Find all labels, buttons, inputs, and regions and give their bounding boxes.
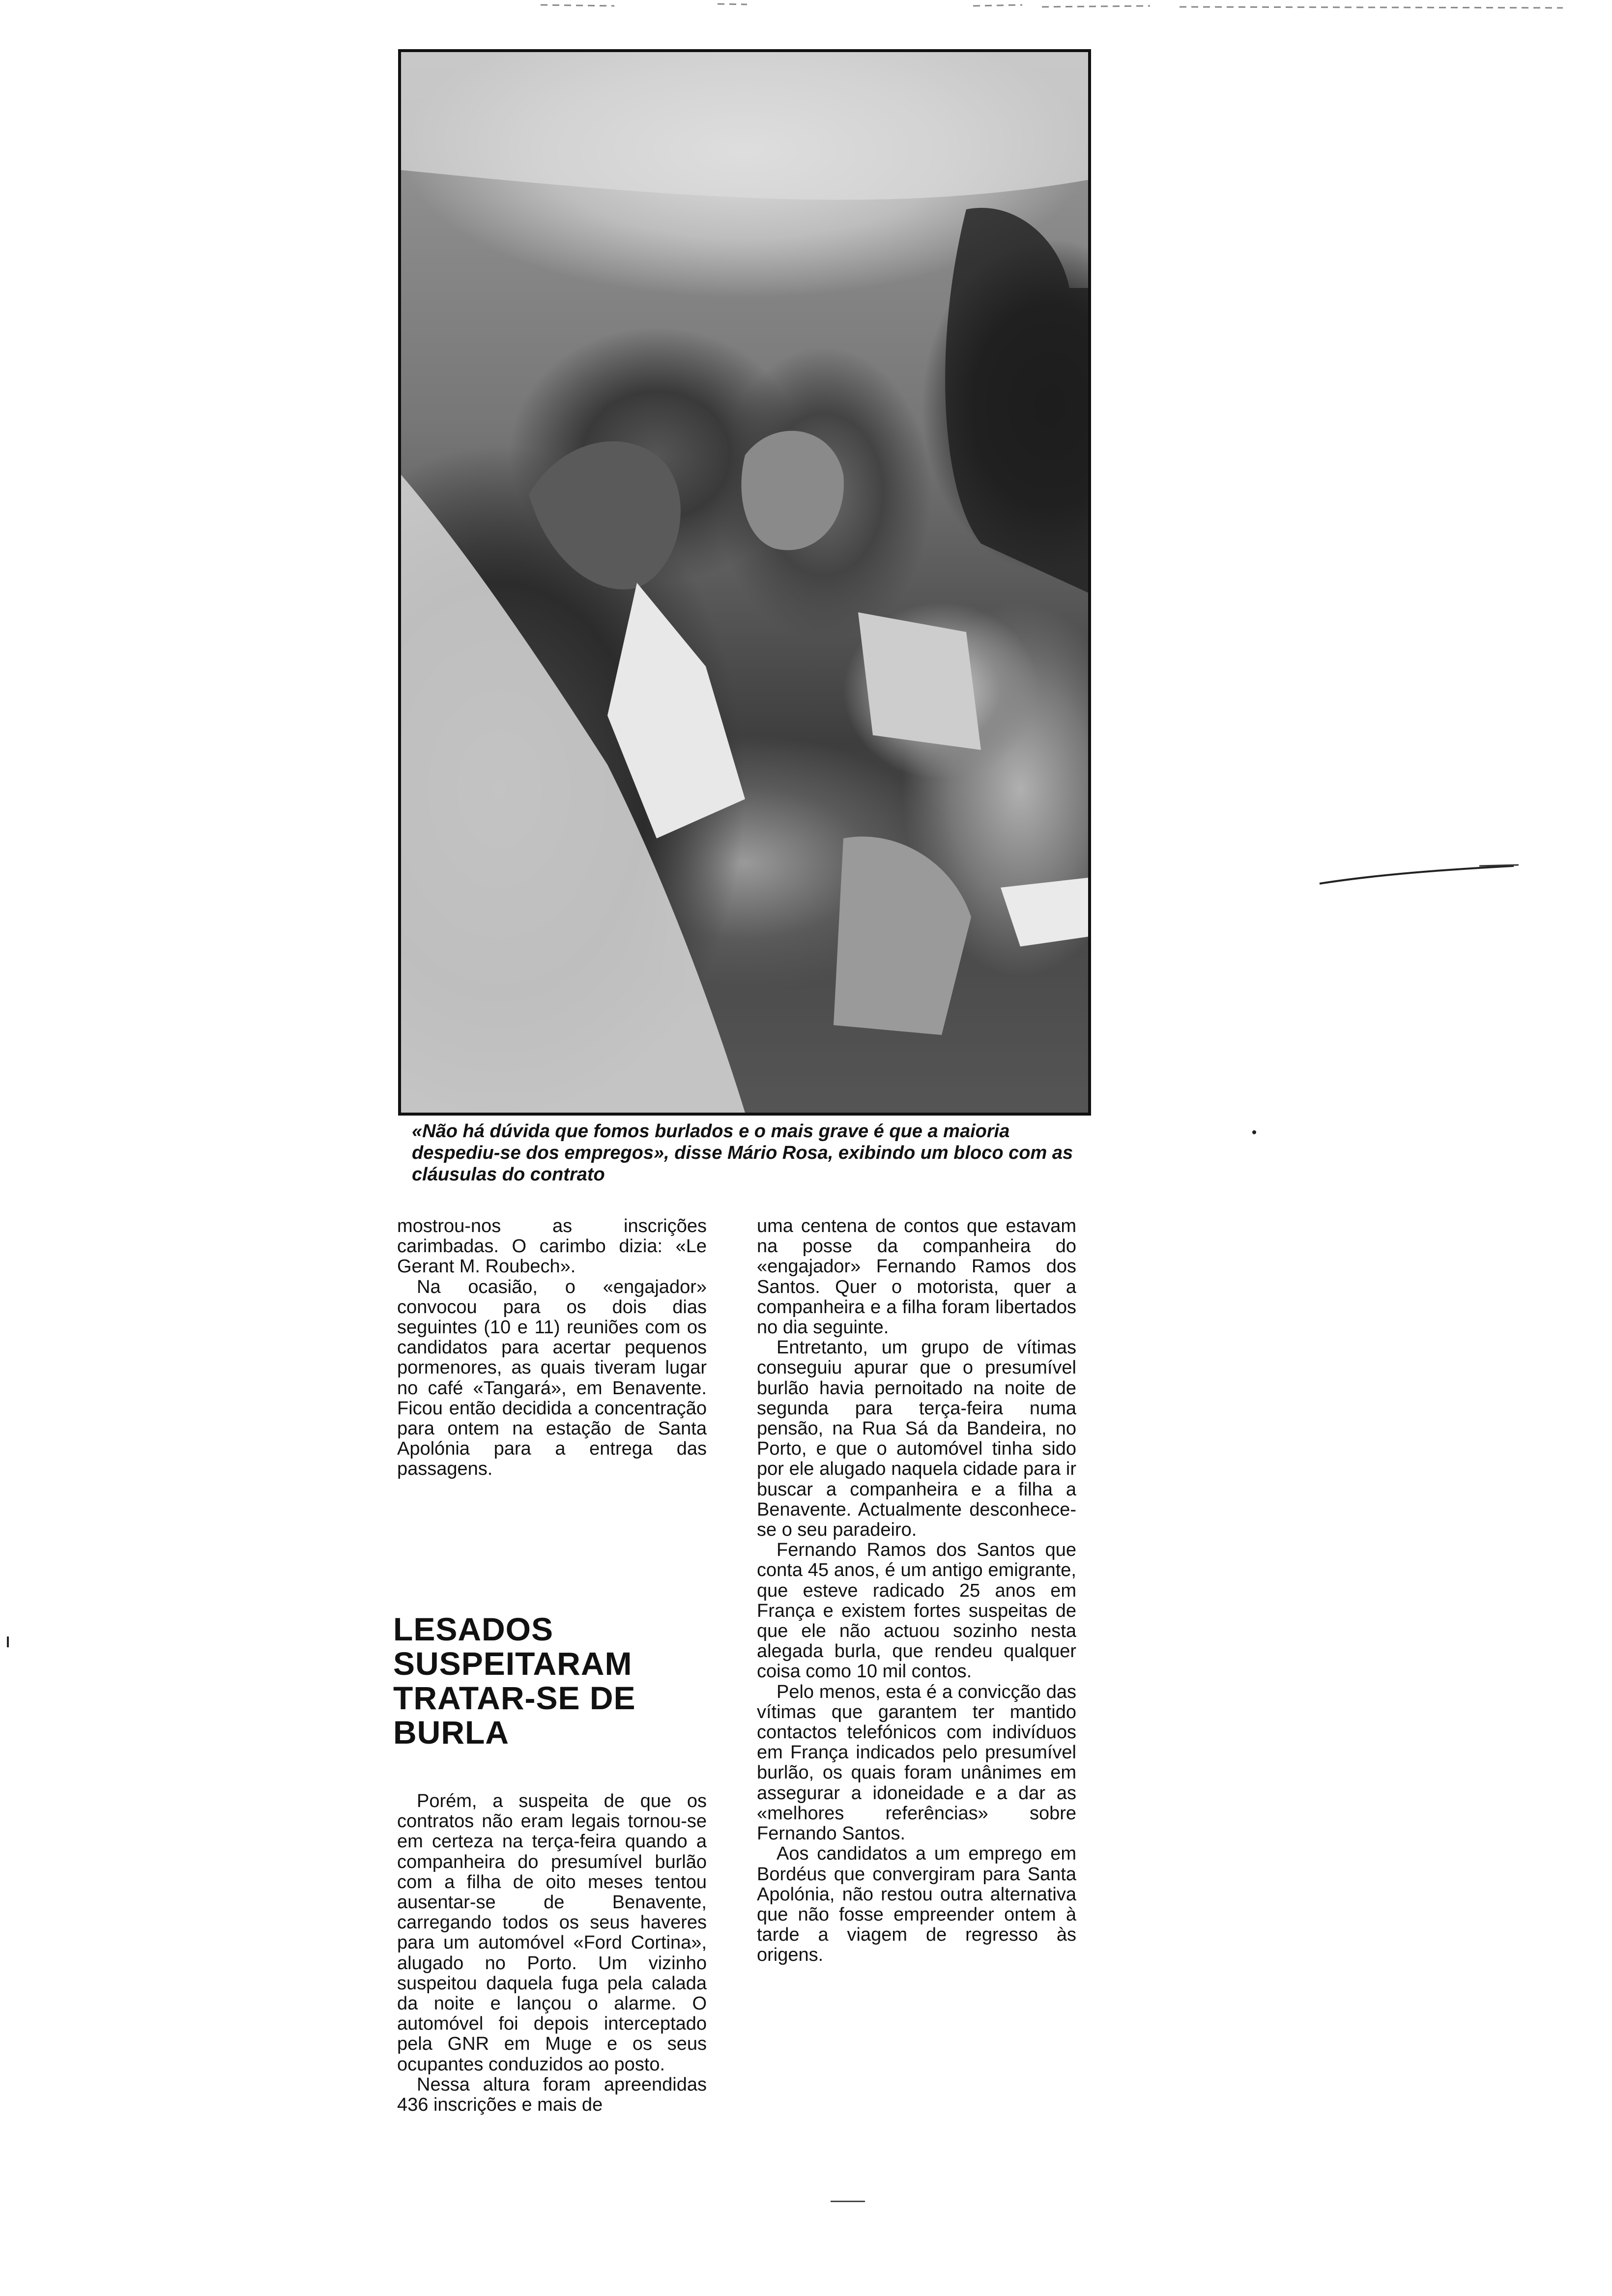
paragraph: Na ocasião, o «engajador» convocou para os dois dias seguintes (10 e 11) reuniões com os candidatos para acertar pequenos pormenores, as quais tiveram lugar no café «Tangará», em Benavente. Ficou então decidida a concentração para ontem na estação de Santa Apolónia para a entrega das passagens. <box>397 1276 707 1480</box>
scan-speck <box>1252 1130 1256 1134</box>
scan-mark-top <box>541 0 1573 20</box>
scan-dash-bottom <box>831 2201 865 2202</box>
photo-figures <box>401 52 1088 1113</box>
paragraph: mostrou-nos as inscrições carimbadas. O carimbo dizia: «Le Gerant M. Roubech». <box>397 1216 707 1277</box>
paragraph: Nessa altura foram apreendidas 436 inscrições e mais de <box>397 2074 707 2116</box>
article-column-right <box>757 1216 1076 1966</box>
article-column-left-top <box>397 1216 707 1480</box>
article-column-left-bottom <box>397 1791 707 2115</box>
paragraph: Aos candidatos a um emprego em Bordéus que convergiram para Santa Apolónia, não restou outra alternativa que não fosse empreender ontem à tarde a viagem de regresso às origens. <box>757 1843 1076 1966</box>
paragraph: Porém, a suspeita de que os contratos não eram legais tornou-se em certeza na terça-feira quando a companheira do presumível burlão com a filha de oito meses tentou ausentar-se de Benavente, carregando todos os seus haveres para um automóvel «Ford Cortina», alugado no Porto. Um vizinho suspeitou daquela fuga pela calada da noite e lançou o alarme. O automóvel foi depois interceptado pela GNR em Muge e os seus ocupantes conduzidos ao posto. <box>397 1791 707 2075</box>
section-headline: LESADOS SUSPEITARAM TRATAR-SE DE BURLA <box>393 1611 636 1751</box>
news-photo <box>398 49 1091 1116</box>
paragraph: uma centena de contos que estavam na posse da companheira do «engajador» Fernando Ramos dos Santos. Quer o motorista, quer a companheira e a filha foram libertados no dia seguinte. <box>757 1216 1076 1338</box>
paragraph: Fernando Ramos dos Santos que conta 45 anos, é um antigo emigrante, que esteve radicado 25 anos em França e existem fortes suspeitas de que ele não actuou sozinho nesta alegada burla, que rendeu qualquer coisa como 10 mil contos. <box>757 1540 1076 1682</box>
scan-mark-right <box>1317 855 1524 890</box>
scan-tick-left <box>7 1636 9 1647</box>
photo-caption: «Não há dúvida que fomos burlados e o mais grave é que a maioria despediu-se dos empregos», disse Mário Rosa, exibindo um bloco com as cláusulas do contrato <box>412 1121 1073 1185</box>
paragraph: Pelo menos, esta é a convicção das vítimas que garantem ter mantido contactos telefónicos com indivíduos em França indicados pelo presumível burlão, os quais foram unânimes em assegurar a idoneidade e a dar as «melhores referências» sobre Fernando Santos. <box>757 1681 1076 1844</box>
paragraph: Entretanto, um grupo de vítimas conseguiu apurar que o presumível burlão havia pernoitado na noite de segunda para terça-feira numa pensão, na Rua Sá da Bandeira, no Porto, e que o automóvel tinha sido por ele alugado naquela cidade para ir buscar a companheira e a filha a Benavente. Actualmente desconhece-se o seu paradeiro. <box>757 1337 1076 1541</box>
